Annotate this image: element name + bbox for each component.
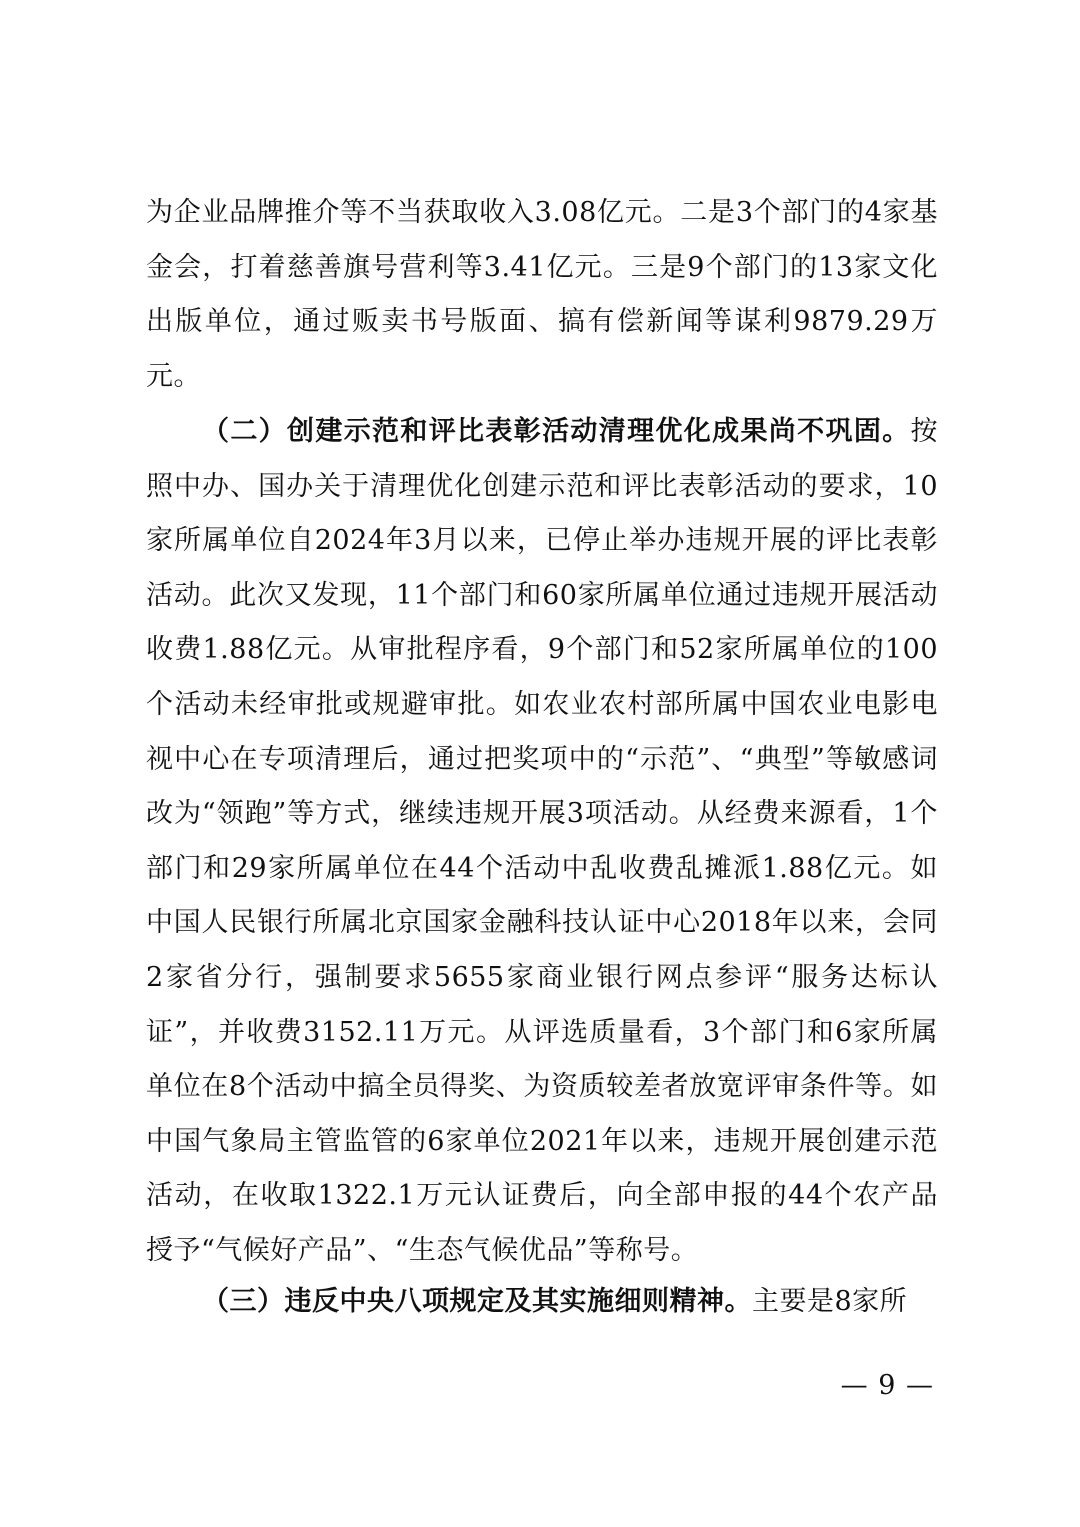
paragraph-body: 主要是8家所	[752, 1286, 908, 1317]
paragraph-2	[146, 405, 938, 1279]
paragraph-body: 按照中办、国办关于清理优化创建示范和评比表彰活动的要求，10家所属单位自2024年3月以来，已停止举办违规开展的评比表彰活动。此次又发现，11个部门和60家所属单位通过违规开展活动收费1.88亿元。从审批程序看，9个部门和52家所属单位的100个活动未经审批或规避审批。如农业农村部所属中国农业电影电视中心在专项清理后，通过把奖项中的“示范”、“典型”等敏感词改为“领跑”等方式，继续违规开展3项活动。从经费来源看，1个部门和29家所属单位在44个活动中乱收费乱摊派1.88亿元。如中国人民银行所属北京国家金融科技认证中心2018年以来，会同2家省分行，强制要求5655家商业银行网点参评“服务达标认证”，并收费3152.11万元。从评选质量看，3个部门和6家所属单位在8个活动中搞全员得奖、为资质较差者放宽评审条件等。如中国气象局主管监管的6家单位2021年以来，违规开展创建示范活动，在收取1322.1万元认证费后，向全部申报的44个农产品授予“气候好产品”、“生态气候优品”等称号。	[146, 416, 938, 1266]
section-heading: （二）创建示范和评比表彰活动清理优化成果尚不巩固。	[202, 416, 911, 447]
page-number: — 9 —	[840, 1370, 934, 1401]
section-heading: （三）违反中央八项规定及其实施细则精神。	[202, 1286, 752, 1317]
paragraph-body: 为企业品牌推介等不当获取收入3.08亿元。二是3个部门的4家基金会，打着慈善旗号营利等3.41亿元。三是9个部门的13家文化出版单位，通过贩卖书号版面、搞有偿新闻等谋利9879.29万元。	[146, 197, 938, 392]
paragraph-1	[146, 186, 938, 404]
paragraph-3	[146, 1275, 938, 1330]
